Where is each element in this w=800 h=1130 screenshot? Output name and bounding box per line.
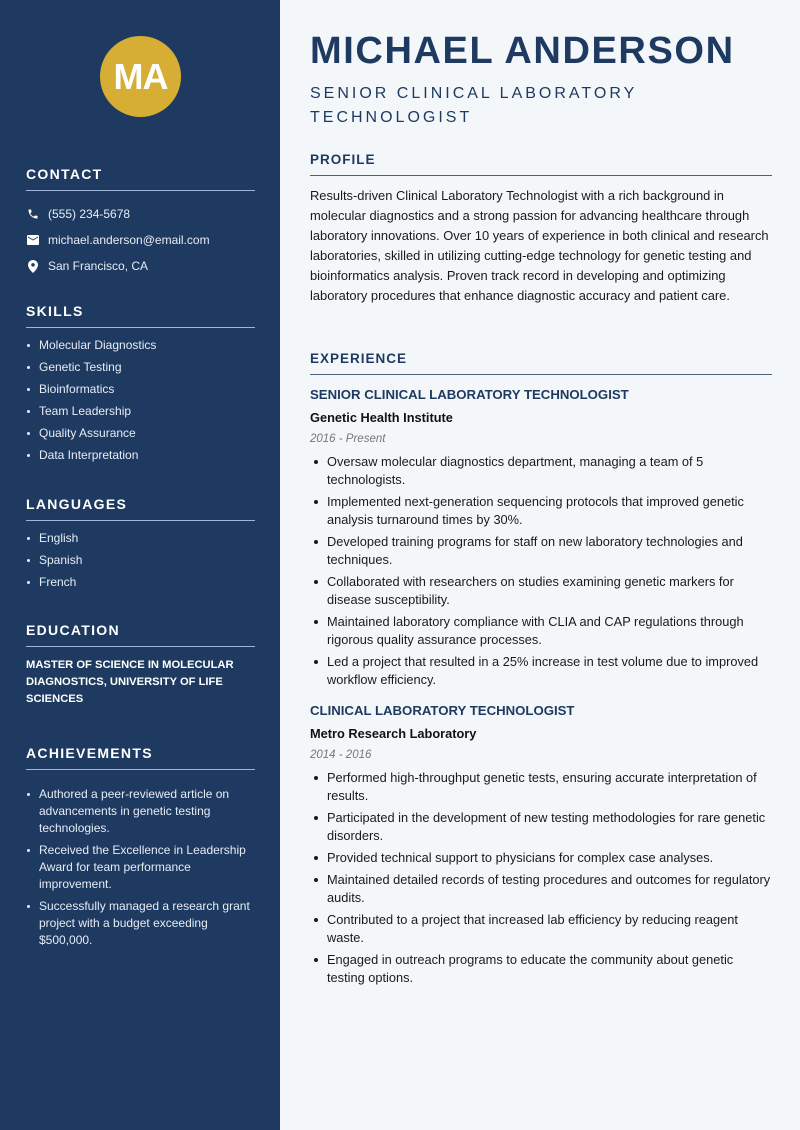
language-item: English	[26, 530, 255, 547]
job-title: CLINICAL LABORATORY TECHNOLOGIST	[310, 703, 575, 718]
achievement-item: Successfully managed a research grant project with a budget exceeding $500,000.	[26, 898, 255, 949]
job-bullet: Developed training programs for staff on new laboratory technologies and techniques.	[310, 533, 772, 569]
phone-icon	[26, 207, 40, 221]
achievements-list	[26, 786, 255, 949]
job-entry	[310, 387, 772, 689]
language-item: French	[26, 574, 255, 591]
job-bullet: Maintained detailed records of testing procedures and outcomes for regulatory audits.	[310, 871, 772, 907]
languages-list	[26, 530, 255, 591]
job-dates: 2016 - Present	[310, 433, 386, 445]
experience-section	[310, 351, 772, 991]
contact-email	[26, 227, 255, 253]
job-company: Genetic Health Institute	[310, 410, 453, 425]
skills-list	[26, 337, 255, 464]
job-bullet: Maintained laboratory compliance with CLIA and CAP regulations through rigorous quality assurance processes.	[310, 613, 772, 649]
candidate-title: SENIOR CLINICAL LABORATORY TECHNOLOGIST	[310, 85, 637, 126]
languages-section	[26, 496, 255, 596]
section-heading-languages: LANGUAGES	[26, 496, 255, 521]
job-entry	[310, 703, 772, 987]
achievement-item: Received the Excellence in Leadership Award for team performance improvement.	[26, 842, 255, 893]
skill-item: Data Interpretation	[26, 447, 255, 464]
achievements-section	[26, 745, 255, 954]
job-title: SENIOR CLINICAL LABORATORY TECHNOLOGIST	[310, 387, 629, 402]
job-bullet: Collaborated with researchers on studies examining genetic markers for disease susceptibility.	[310, 573, 772, 609]
contact-list	[26, 201, 255, 279]
skill-item: Team Leadership	[26, 403, 255, 420]
job-company: Metro Research Laboratory	[310, 726, 477, 741]
job-bullet: Led a project that resulted in a 25% increase in test volume due to improved workflow efficiency.	[310, 653, 772, 689]
language-item: Spanish	[26, 552, 255, 569]
job-bullet: Participated in the development of new testing methodologies for rare genetic disorders.	[310, 809, 772, 845]
job-bullet: Implemented next-generation sequencing protocols that improved genetic analysis turnaround times by 30%.	[310, 493, 772, 529]
skills-section	[26, 303, 255, 469]
job-bullets	[310, 769, 772, 987]
skill-item: Molecular Diagnostics	[26, 337, 255, 354]
contact-phone	[26, 201, 255, 227]
achievement-item: Authored a peer-reviewed article on advancements in genetic testing technologies.	[26, 786, 255, 837]
skill-item: Quality Assurance	[26, 425, 255, 442]
contact-phone-text[interactable]: (555) 234-5678	[48, 207, 131, 221]
job-bullet: Contributed to a project that increased lab efficiency by reducing reagent waste.	[310, 911, 772, 947]
job-bullet: Provided technical support to physicians for complex case analyses.	[310, 849, 772, 867]
job-bullet: Oversaw molecular diagnostics department, managing a team of 5 technologists.	[310, 453, 772, 489]
job-bullet: Performed high-throughput genetic tests, ensuring accurate interpretation of results.	[310, 769, 772, 805]
section-heading-experience: EXPERIENCE	[310, 351, 772, 375]
job-dates: 2014 - 2016	[310, 749, 372, 761]
avatar-initials: MA	[113, 55, 168, 97]
contact-section	[26, 166, 255, 279]
job-bullet: Engaged in outreach programs to educate the community about genetic testing options.	[310, 951, 772, 987]
location-pin-icon	[26, 259, 40, 273]
sidebar	[0, 0, 280, 1130]
candidate-name: MICHAEL ANDERSON	[310, 30, 735, 72]
section-heading-skills: SKILLS	[26, 303, 255, 328]
section-heading-achievements: ACHIEVEMENTS	[26, 745, 255, 770]
education-degree: MASTER OF SCIENCE IN MOLECULAR DIAGNOSTICS, UNIVERSITY OF LIFE SCIENCES	[26, 659, 234, 705]
email-icon	[26, 233, 40, 247]
section-heading-profile: PROFILE	[310, 152, 772, 176]
contact-location	[26, 253, 255, 279]
job-bullets	[310, 453, 772, 689]
education-section	[26, 622, 255, 708]
avatar	[100, 36, 181, 117]
skill-item: Genetic Testing	[26, 359, 255, 376]
profile-summary: Results-driven Clinical Laboratory Technologist with a rich background in molecular diagnostics and a strong passion for advancing healthcare through laboratory innovations. Over 10 years of experience in both clinical and research laboratories, skilled in utilizing cutting-edge technology for genetic testing and bioinformatics analysis. Proven track record in developing and optimizing laboratory procedures that enhance diagnostic accuracy and patient care.	[310, 188, 769, 304]
section-heading-education: EDUCATION	[26, 622, 255, 647]
contact-email-text[interactable]: michael.anderson@email.com	[48, 233, 210, 247]
skill-item: Bioinformatics	[26, 381, 255, 398]
profile-section	[310, 152, 772, 307]
section-heading-contact: CONTACT	[26, 166, 255, 191]
contact-location-text: San Francisco, CA	[48, 259, 149, 273]
